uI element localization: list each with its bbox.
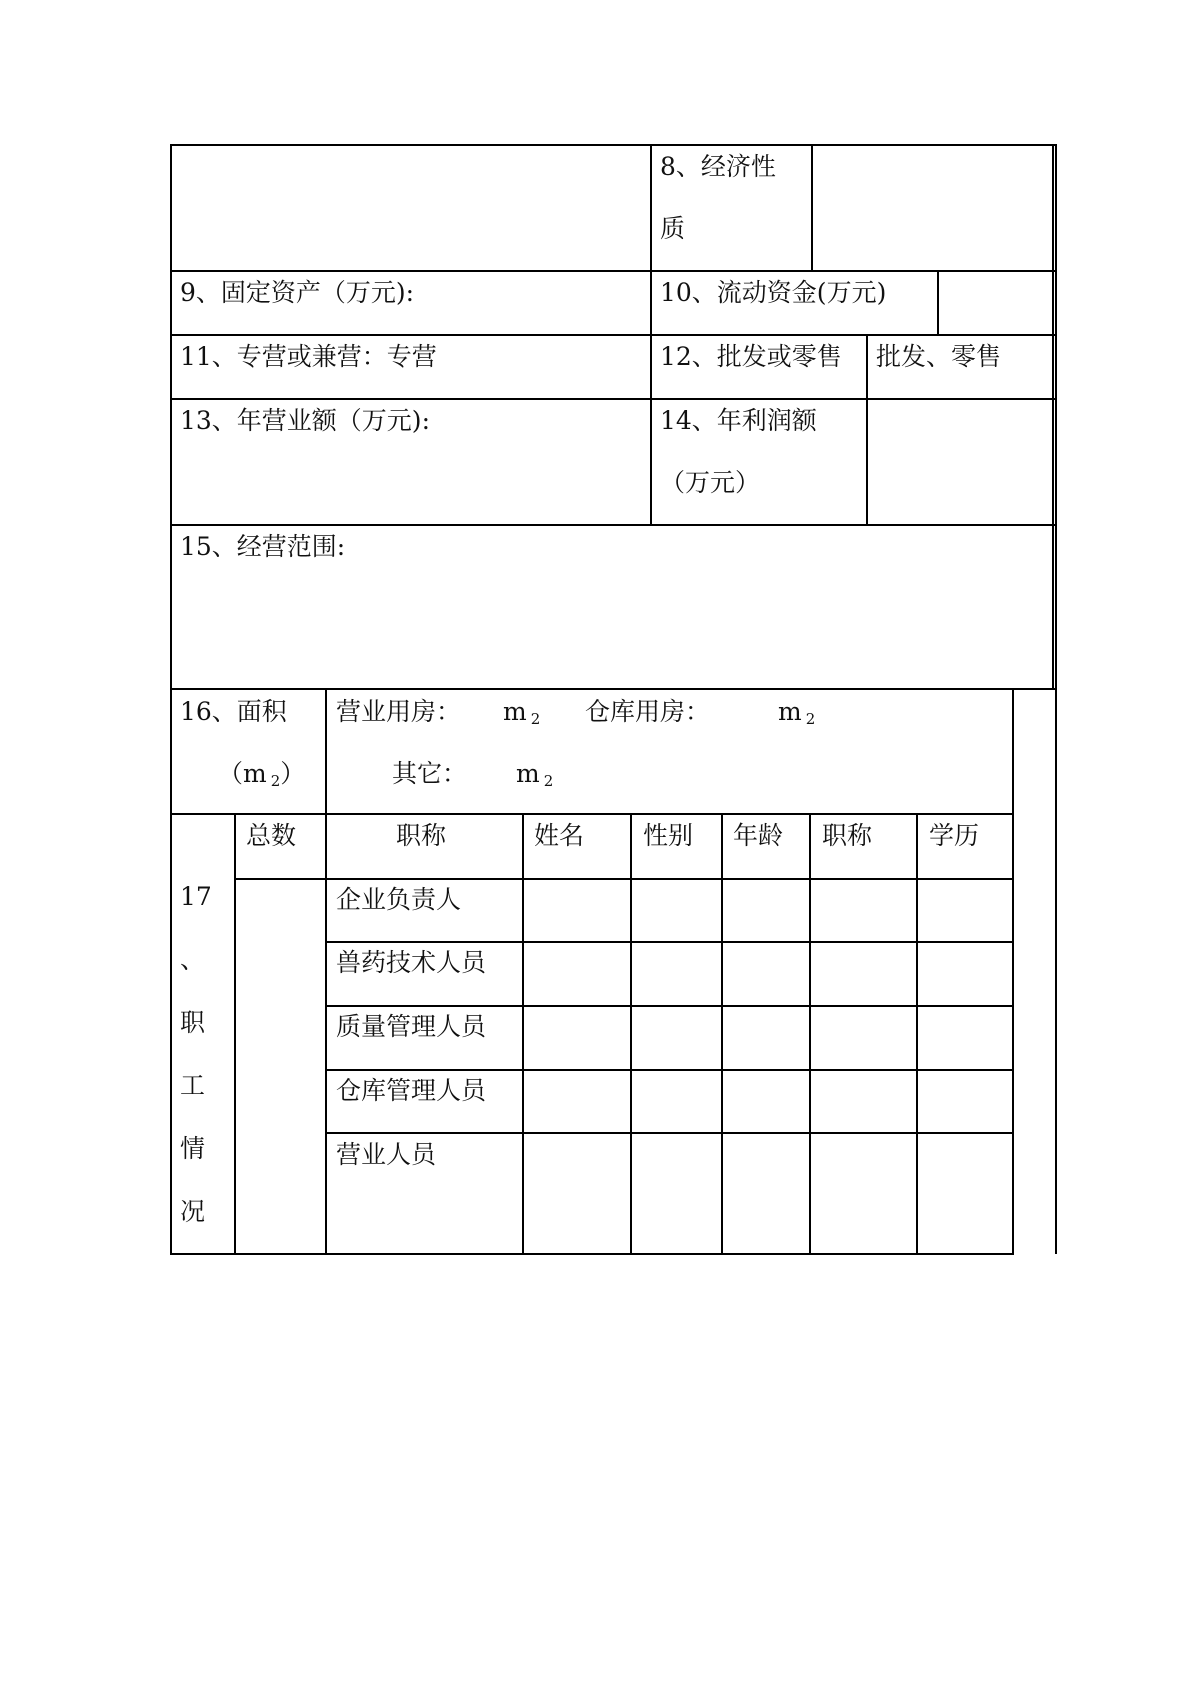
table-border bbox=[325, 1132, 1014, 1134]
shop-area-unit: m $_2$ bbox=[503, 697, 541, 728]
table-border bbox=[1012, 688, 1014, 1254]
annual-profit-unit: （万元） bbox=[660, 468, 761, 497]
economic-nature-label: 8、经济性 bbox=[660, 152, 776, 181]
table-border bbox=[170, 524, 1057, 526]
row-label-manager: 企业负责人 bbox=[336, 885, 462, 914]
other-area-unit: m $_2$ bbox=[516, 759, 554, 790]
business-type-label: 11、专营或兼营：专营 bbox=[180, 342, 437, 371]
table-border bbox=[1055, 144, 1057, 1254]
table-border bbox=[170, 144, 1057, 146]
table-border bbox=[170, 398, 1057, 400]
warehouse-area-label: 仓库用房： bbox=[585, 697, 711, 726]
business-scope-label: 15、经营范围: bbox=[180, 532, 346, 561]
row-label-quality: 质量管理人员 bbox=[336, 1012, 487, 1041]
header-title: 职称 bbox=[822, 821, 873, 850]
header-education: 学历 bbox=[929, 821, 980, 850]
table-border bbox=[170, 334, 1057, 336]
table-border bbox=[1052, 144, 1054, 689]
wholesale-retail-value: 批发、零售 bbox=[876, 342, 1002, 371]
table-border bbox=[234, 813, 236, 1254]
header-total: 总数 bbox=[246, 821, 297, 850]
table-border bbox=[170, 144, 172, 1254]
table-border bbox=[170, 270, 1057, 272]
shop-area-label: 营业用房： bbox=[336, 697, 462, 726]
header-age: 年龄 bbox=[733, 821, 784, 850]
table-border bbox=[721, 813, 723, 1254]
staff-section-label: 17 、 职 工 情 况 bbox=[180, 882, 212, 1226]
fixed-assets-label: 9、固定资产（万元): bbox=[180, 278, 415, 307]
table-border bbox=[916, 813, 918, 1254]
row-label-vet-tech: 兽药技术人员 bbox=[336, 948, 487, 977]
table-border bbox=[937, 270, 939, 335]
table-border bbox=[325, 941, 1014, 943]
working-capital-label: 10、流动资金(万元) bbox=[660, 278, 887, 307]
header-name: 姓名 bbox=[534, 821, 585, 850]
table-border bbox=[809, 813, 811, 1254]
header-gender: 性别 bbox=[643, 821, 694, 850]
table-border bbox=[325, 1005, 1014, 1007]
area-label: 16、面积 bbox=[180, 697, 287, 726]
header-position: 职称 bbox=[396, 821, 447, 850]
table-border bbox=[522, 813, 524, 1254]
row-label-sales: 营业人员 bbox=[336, 1140, 437, 1169]
annual-revenue-label: 13、年营业额（万元): bbox=[180, 406, 430, 435]
economic-nature-label-cont: 质 bbox=[660, 214, 686, 243]
wholesale-retail-label: 12、批发或零售 bbox=[660, 342, 842, 371]
table-border bbox=[170, 813, 1014, 815]
warehouse-area-unit: m $_2$ bbox=[778, 697, 816, 728]
area-unit-label: （m $_2$） bbox=[218, 759, 306, 790]
annual-profit-label: 14、年利润额 bbox=[660, 406, 817, 435]
table-border bbox=[630, 813, 632, 1254]
table-border bbox=[866, 334, 868, 525]
table-border bbox=[170, 1253, 1014, 1255]
table-border bbox=[234, 878, 1014, 880]
table-border bbox=[811, 144, 813, 271]
table-border bbox=[325, 1069, 1014, 1071]
other-area-label: 其它： bbox=[392, 759, 468, 788]
row-label-warehouse: 仓库管理人员 bbox=[336, 1076, 487, 1105]
table-border bbox=[650, 144, 652, 525]
table-border bbox=[325, 688, 327, 1254]
table-border bbox=[170, 688, 1057, 690]
